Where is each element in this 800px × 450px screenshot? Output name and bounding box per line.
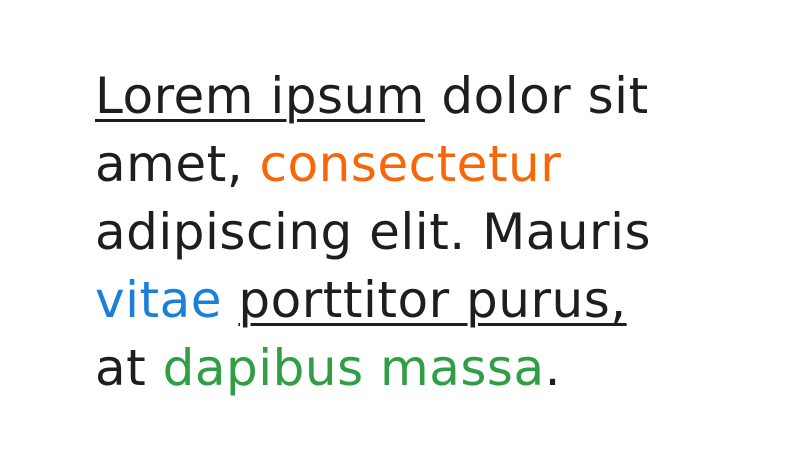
text-block (95, 62, 735, 402)
text-segment: . (544, 339, 562, 397)
text-segment: dolor sit (424, 67, 649, 125)
underlined-text-porttitor-purus: porttitor purus, (238, 271, 627, 329)
text-line-4 (95, 266, 735, 334)
text-segment: adipiscing elit. Mauris (95, 203, 652, 261)
orange-text-consectetur: consectetur (259, 135, 562, 193)
text-segment: amet, (95, 135, 260, 193)
green-text-dapibus-massa: dapibus massa (162, 339, 545, 397)
text-line-1 (95, 62, 735, 130)
blue-text-vitae: vitae (95, 271, 222, 329)
text-line-5 (95, 334, 735, 402)
text-segment: at (95, 339, 163, 397)
text-line-2 (95, 130, 735, 198)
underlined-text-lorem-ipsum: Lorem ipsum (95, 67, 425, 125)
text-line-3 (95, 198, 735, 266)
text-space (222, 271, 238, 329)
